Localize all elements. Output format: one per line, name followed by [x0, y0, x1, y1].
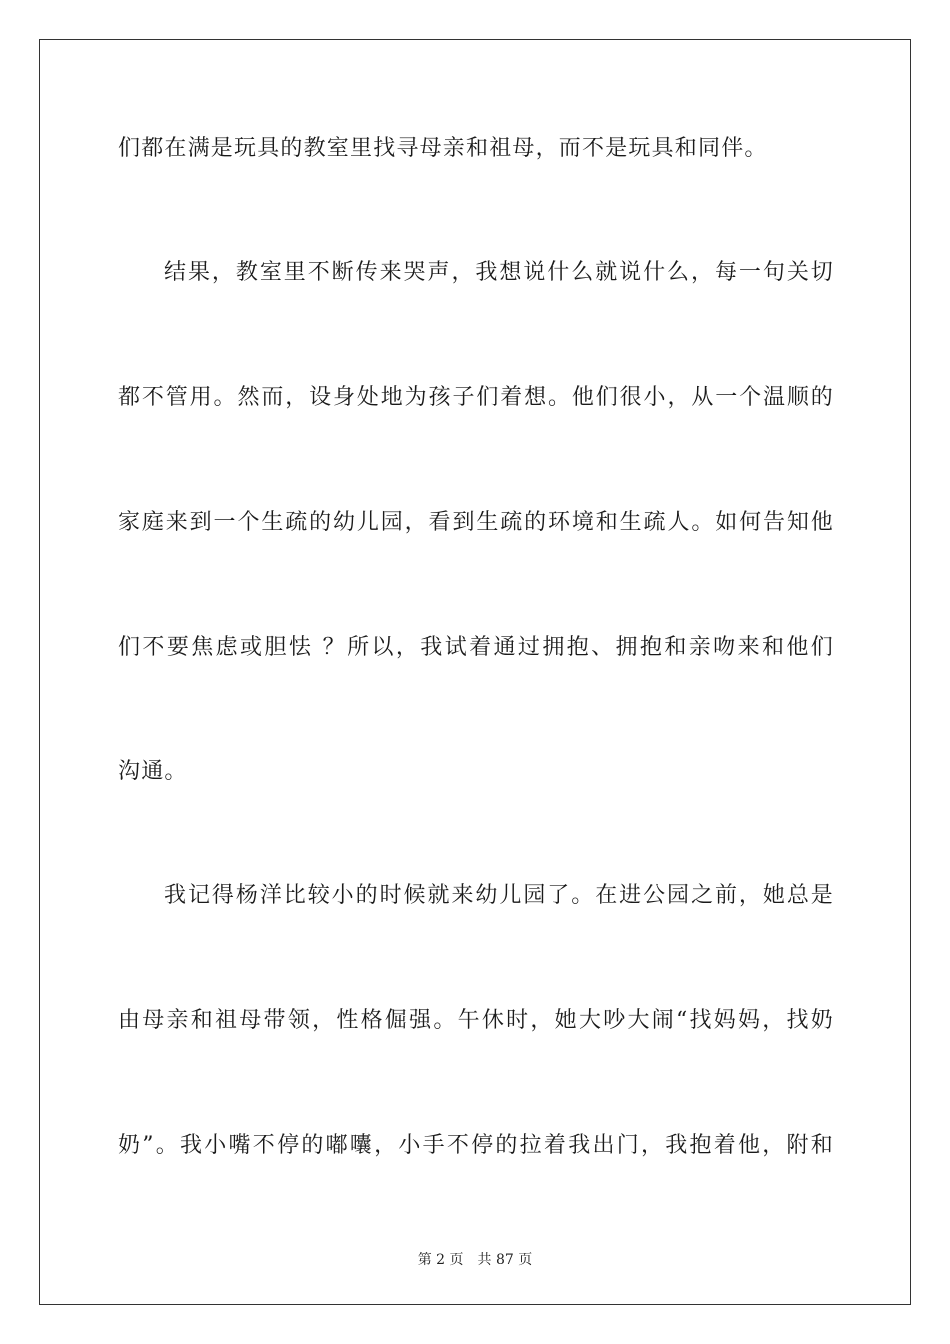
- page-number: 第 2 页: [417, 1252, 464, 1268]
- text-line-4: 家庭来到一个生疏的幼儿园，看到生疏的环境和生疏人。如何告知他: [118, 510, 834, 535]
- text-line-5: 们不要焦虑或胆怯 ？所以，我试着通过拥抱、拥抱和亲吻来和他们: [118, 635, 834, 660]
- page-total: 共 87 页: [477, 1252, 533, 1268]
- text-line-7: 我记得杨洋比较小的时候就来幼儿园了。在进公园之前，她总是: [164, 883, 834, 908]
- page-frame: [39, 39, 911, 1305]
- text-line-3: 都不管用。然而，设身处地为孩子们着想。他们很小，从一个温顺的: [118, 385, 834, 410]
- text-line-1: 们都在满是玩具的教室里找寻母亲和祖母，而不是玩具和同伴。: [118, 136, 768, 161]
- page-footer: [0, 1251, 950, 1269]
- text-line-6: 沟通。: [118, 759, 188, 784]
- text-line-8: 由母亲和祖母带领，性格倔强。午休时，她大吵大闹“找妈妈，找奶: [118, 1008, 834, 1033]
- text-line-2: 结果，教室里不断传来哭声，我想说什么就说什么，每一句关切: [164, 260, 834, 285]
- text-line-9: 奶”。我小嘴不停的嘟囔，小手不停的拉着我出门，我抱着他，附和: [118, 1133, 834, 1158]
